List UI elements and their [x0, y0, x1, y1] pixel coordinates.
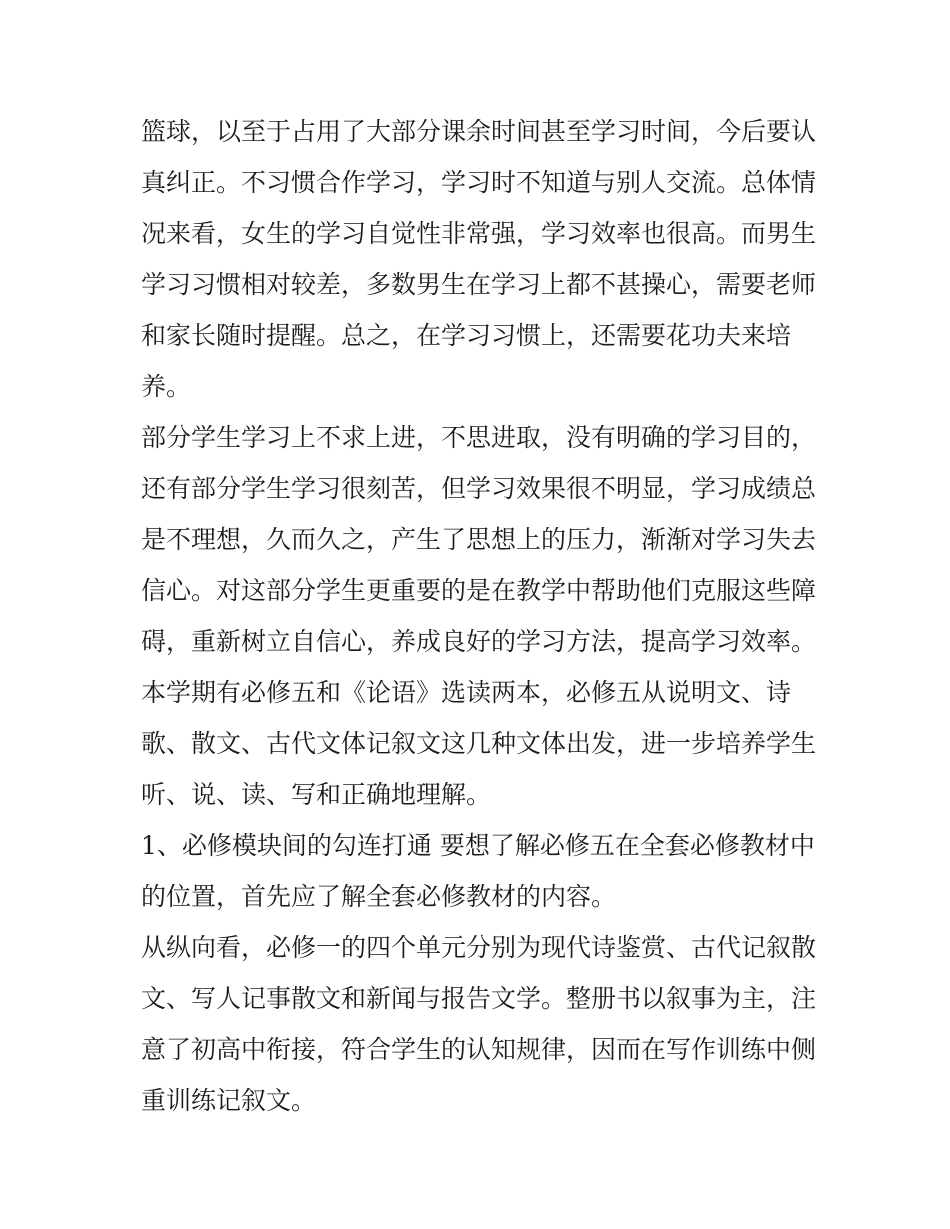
- text-line: 重训练记叙文。: [141, 1086, 317, 1115]
- text-line: 和家长随时提醒。总之，在学习习惯上，还需要花功夫来培: [141, 321, 792, 350]
- text-line: 还有部分学生学习很刻苦，但学习效果很不明显，学习成绩总: [141, 474, 817, 503]
- text-line: 部分学生学习上不求上进，不思进取，没有明确的学习目的，: [141, 423, 817, 452]
- text-line: 养。: [141, 372, 192, 401]
- text-line: 碍，重新树立自信心，养成良好的学习方法，提高学习效率。: [141, 627, 817, 656]
- text-line: 学习习惯相对较差，多数男生在学习上都不甚操心，需要老师: [141, 270, 817, 299]
- text-line: 是不理想，久而久之，产生了思想上的压力，渐渐对学习失去: [141, 525, 817, 554]
- text-line: 文、写人记事散文和新闻与报告文学。整册书以叙事为主，注: [141, 984, 817, 1013]
- text-line: 歌、散文、古代文体记叙文这几种文体出发，进一步培养学生: [141, 729, 817, 758]
- text-line: 本学期有必修五和《论语》选读两本，必修五从说明文、诗: [141, 678, 792, 707]
- text-line: 篮球，以至于占用了大部分课余时间甚至学习时间，今后要认: [141, 117, 817, 146]
- text-line: 听、说、读、写和正确地理解。: [141, 780, 492, 809]
- document-body: [141, 106, 821, 1126]
- text-line: 的位置，首先应了解全套必修教材的内容。: [141, 882, 617, 911]
- text-line: 真纠正。不习惯合作学习，学习时不知道与别人交流。总体情: [141, 168, 817, 197]
- text-line: 1、必修模块间的勾连打通 要想了解必修五在全套必修教材中: [141, 831, 815, 860]
- text-line: 意了初高中衔接，符合学生的认知规律，因而在写作训练中侧: [141, 1035, 817, 1064]
- text-line: 况来看，女生的学习自觉性非常强，学习效率也很高。而男生: [141, 219, 817, 248]
- text-line: 信心。对这部分学生更重要的是在教学中帮助他们克服这些障: [141, 576, 817, 605]
- text-line: 从纵向看，必修一的四个单元分别为现代诗鉴赏、古代记叙散: [141, 933, 817, 962]
